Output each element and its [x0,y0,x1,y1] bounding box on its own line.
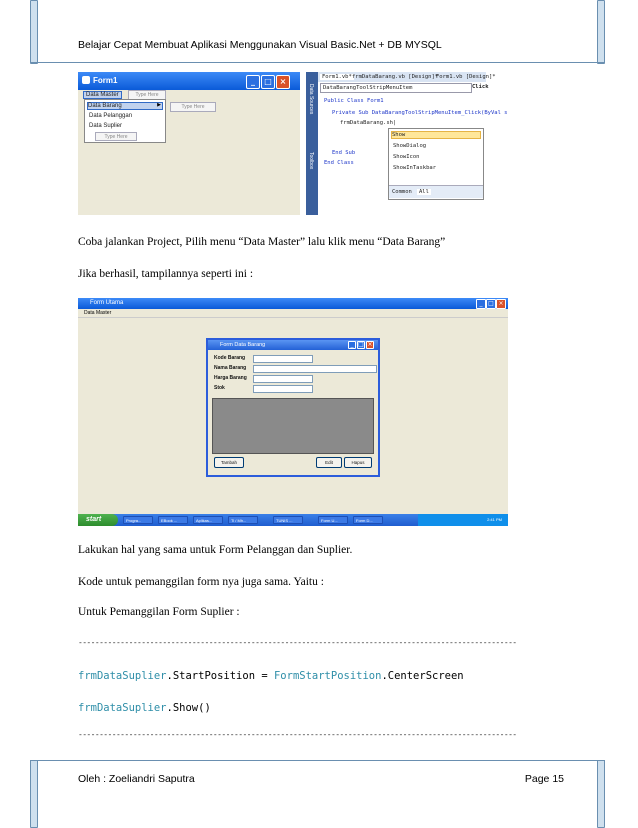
code-separator-bottom: -------------------------------------------------------------------------------------------------------- [78,730,517,739]
header-title: Belajar Cepat Membuat Aplikasi Menggunakan Visual Basic.Net + DB MYSQL [78,39,442,51]
label-stok: Stok [214,385,225,391]
input-nama-barang[interactable] [253,365,377,373]
tab-form1-design[interactable]: Form1.vb [Design]* [436,74,496,80]
code-object: frmDataSuplier [78,670,167,682]
input-stok[interactable] [253,385,313,393]
ide-tabstrip [318,72,496,82]
data-grid[interactable] [212,398,374,454]
screenshot-running-app [78,298,508,526]
close-icon[interactable]: × [276,75,290,89]
maximize-icon[interactable]: □ [358,341,364,348]
footer-page-number: Page 15 [524,773,564,785]
side-label-data-sources[interactable]: Data Sources [308,84,314,115]
code-editor [306,72,508,215]
label-nama-barang: Nama Barang [214,365,247,371]
code-line-3: frmDataBarang.sh| [340,120,397,126]
edit-button[interactable]: Edit [316,457,342,468]
footer-rule [30,760,605,761]
form1-window [78,72,300,215]
taskbar-item[interactable]: Progra... [123,516,153,524]
dialog-title: Form Data Barang [220,342,266,348]
side-label-toolbox[interactable]: Toolbox [308,152,314,170]
dropdown-type-here[interactable]: Type Here [95,132,137,141]
form1-titlebar [78,72,300,90]
data-master-dropdown [84,99,166,143]
form-utama-menubar [78,309,508,318]
close-icon[interactable]: × [367,341,373,348]
submenu-type-here[interactable]: Type Here [170,102,216,112]
close-icon[interactable]: × [496,299,506,309]
taskbar-item[interactable]: Ti / Mh... [228,516,258,524]
ide-side-panel [306,72,318,215]
minimize-icon[interactable]: _ [246,75,260,89]
menu-item-data-suplier[interactable]: Data Suplier [89,123,123,129]
menu-item-data-pelanggan[interactable]: Data Pelanggan [89,113,133,119]
paragraph-suplier-heading: Untuk Pemanggilan Form Suplier : [78,606,240,618]
paragraph-run-project: Coba jalankan Project, Pilih menu “Data Master” lalu klik menu “Data Barang” [78,236,446,248]
form-data-barang-dialog [206,338,380,477]
code-enum: FormStartPosition [273,670,382,682]
dialog-titlebar [208,340,378,350]
taskbar-item[interactable]: TUNIS ... [273,516,303,524]
code-line-2: Private Sub DataBarangToolStripMenuItem_Click(ByVal s [332,110,508,116]
right-footer-rule [597,760,605,828]
intellisense-item-showintaskbar[interactable]: ShowInTaskbar [393,165,437,171]
menu-data-master[interactable]: Data Master [83,91,122,99]
paragraph-same-code: Kode untuk pemanggilan form nya juga sama. Yaitu : [78,576,324,588]
screenshot-ide [78,72,508,215]
menu-type-here[interactable]: Type Here [128,90,166,100]
input-harga-barang[interactable] [253,375,313,383]
intellisense-tab-common[interactable]: Common [392,189,412,195]
start-button[interactable]: start [78,514,118,526]
taskbar-item[interactable]: Form U... [318,516,348,524]
taskbar-item[interactable]: EBook ... [158,516,188,524]
header-rule [30,62,605,63]
paragraph-if-success: Jika berhasil, tampilannya seperti ini : [78,268,254,280]
submenu-arrow-icon: ▶ [157,103,161,108]
left-border-rule [30,0,38,64]
code-line-4: End Sub [332,150,356,156]
footer-author: Oleh : Zoeliandri Saputra [78,773,195,785]
right-border-rule [597,0,605,64]
maximize-icon[interactable]: □ [486,299,496,309]
label-harga-barang: Harga Barang [214,375,247,381]
ide-member-dropdown[interactable] [320,83,472,93]
code-line-5: End Class [324,160,354,166]
code-property: .StartPosition = [166,670,274,682]
clock: 2:41 PM [487,517,502,522]
form-utama-titlebar [78,298,508,309]
code-line-1: Public Class Form1 [324,98,384,104]
menu-item-data-barang[interactable]: Data Barang [87,102,163,110]
form1-menubar [78,90,300,99]
paragraph-same-for-others: Lakukan hal yang sama untuk Form Pelanggan dan Suplier. [78,544,353,556]
code-line-show [78,702,211,714]
ide-dropdown-value: DataBarangToolStripMenuItem [323,85,413,91]
maximize-icon[interactable]: □ [261,75,275,89]
minimize-icon[interactable]: _ [476,299,486,309]
menu-data-master[interactable]: Data Master [84,310,112,316]
tab-form1-vb[interactable]: Form1.vb* [322,74,352,80]
form-utama-title: Form Utama [90,300,124,306]
code-object: frmDataSuplier [78,702,167,714]
xp-taskbar [78,514,508,526]
hapus-button[interactable]: Hapus [344,457,372,468]
label-kode-barang: Kode Barang [214,355,246,361]
intellisense-tab-all[interactable]: All [419,189,429,195]
taskbar-item[interactable]: Aplikas... [193,516,223,524]
ide-dropdown-right[interactable]: Click [472,84,489,90]
tambah-button[interactable]: Tambah [214,457,244,468]
intellisense-item-show[interactable]: Show [391,131,481,139]
intellisense-item-showdialog[interactable]: ShowDialog [393,143,427,149]
input-kode-barang[interactable] [253,355,313,363]
code-method: .Show() [166,702,211,714]
code-enum-value: .CenterScreen [381,670,464,682]
minimize-icon[interactable]: _ [348,341,356,349]
intellisense-tabs [389,185,483,198]
intellisense-popup [388,128,484,200]
system-tray [418,514,508,526]
taskbar-item[interactable]: Form D... [353,516,383,524]
intellisense-item-showicon[interactable]: ShowIcon [393,154,420,160]
code-separator-top: -------------------------------------------------------------------------------------------------------- [78,638,517,647]
code-line-startposition [78,670,464,682]
form-app-icon [82,76,90,84]
left-footer-rule [30,760,38,828]
form1-title: Form1 [93,76,118,85]
tab-frmdatabarang-design[interactable]: frmDataBarang.vb [Design]* [352,74,439,80]
